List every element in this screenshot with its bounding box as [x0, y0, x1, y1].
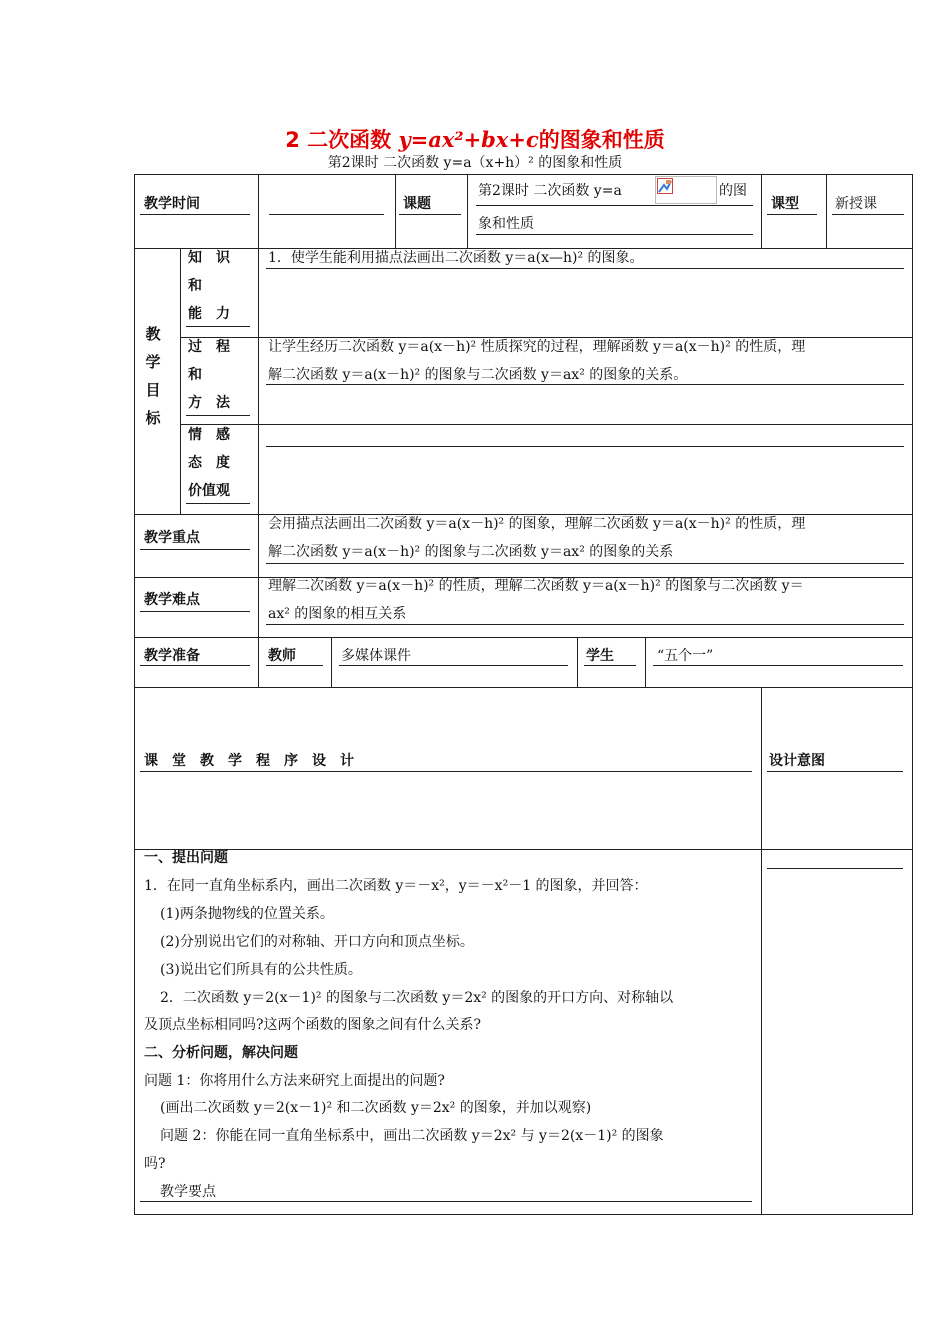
problem-1-hint: (画出二次函数 y＝2(x－1)² 和二次函数 y＝2x² 的图象，并加以观察) — [160, 1100, 592, 1116]
question-2-line1: 2．二次函数 y＝2(x－1)² 的图象与二次函数 y＝2x² 的图象的开口方向、对称轴以 — [160, 990, 674, 1006]
teacher-value: 多媒体课件 — [341, 648, 411, 664]
section-2-heading: 二、分析问题，解决问题 — [144, 1045, 298, 1061]
knowledge-ability-label: 知 识 和 能 力 — [188, 250, 230, 322]
student-label: 学生 — [586, 648, 614, 664]
key-points-line2: 解二次函数 y＝a(x－h)² 的图象与二次函数 y＝ax² 的图象的关系 — [268, 544, 674, 560]
question-1: 1．在同一直角坐标系内，画出二次函数 y＝－x²，y＝－x²－1 的图象，并回答： — [144, 878, 648, 894]
process-method-label: 过 程 和 方 法 — [188, 339, 230, 411]
emotion-values-label: 情 感 态 度 价值观 — [188, 427, 230, 499]
document-subtitle: 第2课时 二次函数 y=a（x+h）² 的图象和性质 — [327, 155, 623, 171]
question-1a: (1)两条抛物线的位置关系。 — [160, 906, 334, 922]
procedure-heading: 课 堂 教 学 程 序 设 计 — [144, 753, 354, 769]
topic-text-line1: 第2课时 二次函数 y=a — [478, 183, 622, 199]
topic-label: 课题 — [403, 196, 431, 212]
teaching-tips: 教学要点 — [160, 1184, 216, 1200]
teaching-goals-label: 教 学 目 标 — [145, 325, 161, 427]
key-points-line1: 会用描点法画出二次函数 y＝a(x－h)² 的图象，理解二次函数 y＝a(x－h)² 的性质，理 — [268, 516, 806, 532]
question-1b: (2)分别说出它们的对称轴、开口方向和顶点坐标。 — [160, 934, 474, 950]
question-1c: (3)说出它们所具有的公共性质。 — [160, 962, 362, 978]
teaching-time-blank — [269, 214, 384, 215]
problem-2-line1: 问题 2：你能在同一直角坐标系中，画出二次函数 y＝2x² 与 y＝2(x－1)² 的图象 — [160, 1128, 664, 1144]
lesson-type-value: 新授课 — [835, 196, 877, 212]
topic-text-line1-tail: 的图 — [719, 183, 747, 199]
lesson-type-label: 课型 — [771, 196, 799, 212]
problem-1: 问题 1：你将用什么方法来研究上面提出的问题? — [144, 1073, 445, 1089]
design-intent-blank — [767, 868, 903, 869]
process-method-text-line2: 解二次函数 y＝a(x－h)² 的图象与二次函数 y＝ax² 的图象的关系。 — [268, 367, 688, 383]
teacher-label: 教师 — [268, 648, 296, 664]
emotion-values-blank — [266, 446, 904, 447]
broken-image-placeholder — [655, 176, 717, 204]
problem-2-line2: 吗? — [144, 1156, 166, 1172]
preparation-label: 教学准备 — [144, 648, 200, 664]
design-intent-heading: 设计意图 — [769, 753, 825, 769]
document-title: 2 二次函数 y=ax²+bx+c的图象和性质 — [285, 127, 665, 152]
process-method-text-line1: 让学生经历二次函数 y＝a(x－h)² 性质探究的过程，理解函数 y＝a(x－h)² 的性质，理 — [268, 339, 806, 355]
difficult-points-line2: ax² 的图象的相互关系 — [268, 606, 407, 622]
topic-text-line2: 象和性质 — [478, 216, 534, 232]
difficult-points-line1: 理解二次函数 y＝a(x－h)² 的性质，理解二次函数 y＝a(x－h)² 的图象与二次函数 y＝ — [268, 578, 804, 594]
knowledge-ability-text: 1．使学生能利用描点法画出二次函数 y＝a(x—h)² 的图象。 — [268, 250, 644, 266]
section-1-heading: 一、提出问题 — [144, 850, 228, 866]
question-2-line2: 及顶点坐标相同吗?这两个函数的图象之间有什么关系? — [144, 1017, 482, 1033]
student-value: “五个一” — [657, 648, 714, 664]
teaching-time-label: 教学时间 — [144, 196, 200, 212]
broken-image-icon — [657, 178, 673, 194]
difficult-points-label: 教学难点 — [144, 592, 200, 608]
key-points-label: 教学重点 — [144, 530, 200, 546]
